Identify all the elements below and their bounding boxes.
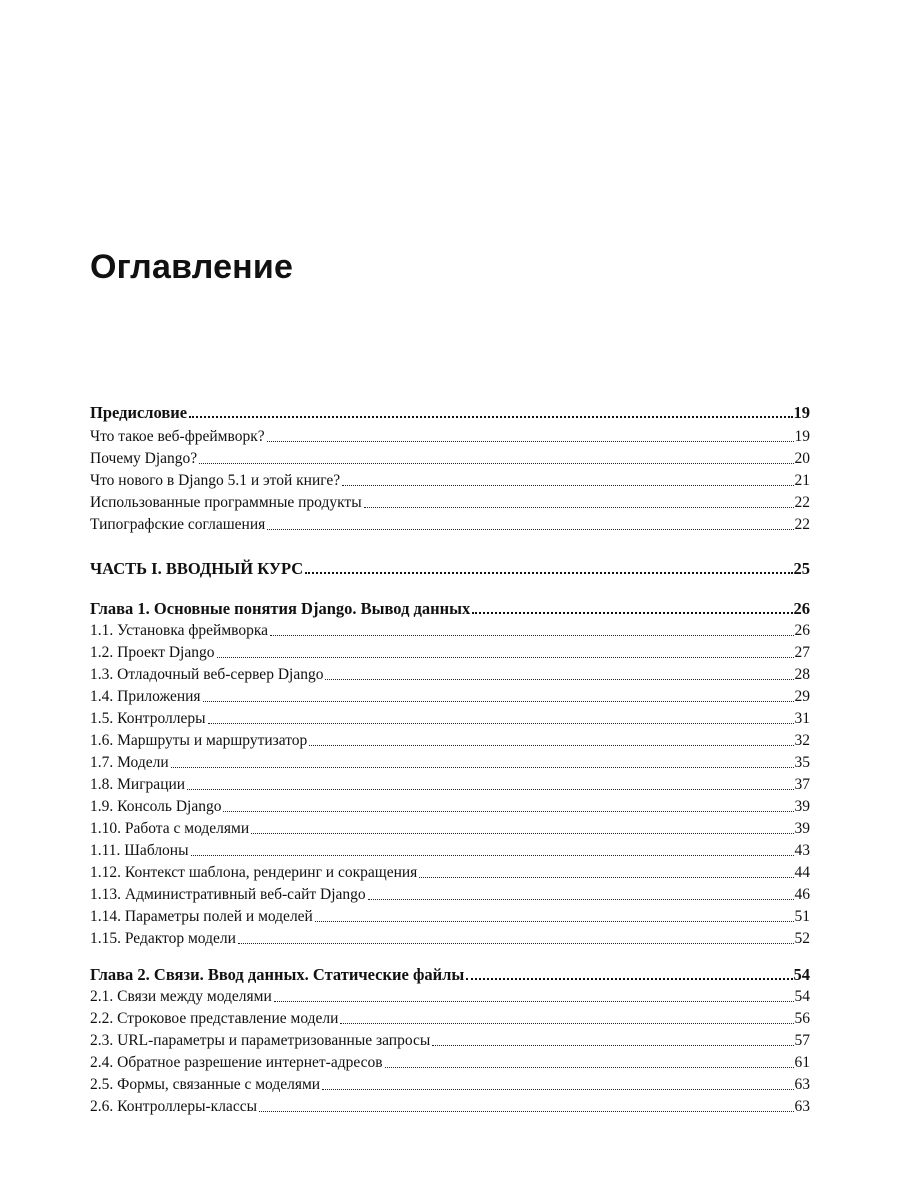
toc-entry-page: 32 [794, 732, 810, 749]
toc-entry[interactable] [90, 926, 810, 948]
dot-leader [472, 611, 792, 614]
dot-leader [171, 766, 794, 768]
toc-entry-title: 1.7. Модели [90, 754, 169, 771]
toc-entry[interactable] [90, 772, 810, 794]
toc-entry-title: 2.5. Формы, связанные с моделями [90, 1076, 321, 1093]
toc-entry-title: 1.10. Работа с моделями [90, 820, 250, 837]
toc-entry-page: 22 [794, 494, 810, 511]
dot-leader [466, 977, 792, 980]
toc-entry-page: 54 [793, 965, 810, 984]
toc-entry[interactable] [90, 838, 810, 860]
dot-leader [364, 506, 794, 508]
toc-entry-title: 1.11. Шаблоны [90, 842, 189, 859]
dot-leader [274, 1000, 794, 1002]
dot-leader [199, 462, 793, 464]
toc-entry-page: 46 [794, 886, 810, 903]
toc-entry-title: 2.3. URL-параметры и параметризованные запросы [90, 1032, 431, 1049]
toc-entry-page: 57 [794, 1032, 810, 1049]
toc-entry-title: Глава 1. Основные понятия Django. Вывод данных [90, 599, 471, 618]
toc-entry-title: Глава 2. Связи. Ввод данных. Статические файлы [90, 965, 465, 984]
toc-entry[interactable] [90, 1094, 810, 1116]
toc-entry[interactable] [90, 882, 810, 904]
toc-entry-title: Что нового в Django 5.1 и этой книге? [90, 472, 341, 489]
toc-entry-page: 19 [794, 428, 810, 445]
dot-leader [309, 744, 793, 746]
toc-entry-title: 1.1. Установка фреймворка [90, 622, 269, 639]
toc-entry-title: ЧАСТЬ I. ВВОДНЫЙ КУРС [90, 559, 304, 578]
toc-entry-title: 1.3. Отладочный веб-сервер Django [90, 666, 324, 683]
toc-entry-page: 37 [794, 776, 810, 793]
dot-leader [238, 942, 794, 944]
toc-entry[interactable] [90, 512, 810, 534]
dot-leader [270, 634, 793, 636]
toc-entry[interactable] [90, 1050, 810, 1072]
dot-leader [217, 656, 794, 658]
toc-entry-title: 1.6. Маршруты и маршрутизатор [90, 732, 308, 749]
toc-entry-page: 21 [794, 472, 810, 489]
toc-entry[interactable] [90, 816, 810, 838]
toc-entry-page: 26 [794, 622, 810, 639]
dot-leader [419, 876, 793, 878]
toc-entry-page: 20 [794, 450, 810, 467]
toc-entry-page: 63 [794, 1098, 810, 1115]
toc-entry-page: 39 [794, 798, 810, 815]
toc-entry-title: 2.1. Связи между моделями [90, 988, 272, 1005]
toc-entry-page: 61 [794, 1054, 810, 1071]
dot-leader [208, 722, 794, 724]
page-title: Оглавление [90, 248, 294, 286]
toc-entry[interactable] [90, 1072, 810, 1094]
toc-entry[interactable] [90, 490, 810, 512]
toc-entry-title: 1.13. Административный веб-сайт Django [90, 886, 366, 903]
dot-leader [259, 1110, 794, 1112]
toc-entry-page: 29 [794, 688, 810, 705]
toc-entry-page: 56 [794, 1010, 810, 1027]
toc-entry-title: 2.2. Строковое представление модели [90, 1010, 339, 1027]
toc-entry[interactable] [90, 468, 810, 490]
toc-entry-page: 51 [794, 908, 810, 925]
toc-entry-page: 31 [794, 710, 810, 727]
dot-leader [432, 1044, 793, 1046]
toc-entry-title: Типографские соглашения [90, 516, 266, 533]
toc-heading-entry[interactable] [90, 556, 810, 578]
toc-entry-title: 2.6. Контроллеры-классы [90, 1098, 257, 1115]
toc-entry[interactable] [90, 750, 810, 772]
toc-entry[interactable] [90, 662, 810, 684]
toc-entry-page: 25 [793, 559, 810, 578]
toc-entry-page: 39 [794, 820, 810, 837]
toc-entry-title: Что такое веб-фреймворк? [90, 428, 265, 445]
toc-entry-page: 52 [794, 930, 810, 947]
dot-leader [267, 440, 794, 442]
toc-entry[interactable] [90, 728, 810, 750]
toc-heading-entry[interactable] [90, 400, 810, 422]
toc-entry-title: Почему Django? [90, 450, 198, 467]
dot-leader [368, 898, 794, 900]
toc-entry-page: 54 [794, 988, 810, 1005]
toc-heading-entry[interactable] [90, 962, 810, 984]
dot-leader [251, 832, 793, 834]
toc-entry-page: 22 [794, 516, 810, 533]
toc-heading-entry[interactable] [90, 596, 810, 618]
toc-entry[interactable] [90, 706, 810, 728]
toc-entry[interactable] [90, 618, 810, 640]
toc-entry-page: 44 [794, 864, 810, 881]
toc-entry-page: 28 [794, 666, 810, 683]
dot-leader [340, 1022, 793, 1024]
toc-entry[interactable] [90, 684, 810, 706]
toc-entry-title: Использованные программные продукты [90, 494, 362, 511]
toc-entry[interactable] [90, 984, 810, 1006]
toc-entry-page: 35 [794, 754, 810, 771]
toc-entry-title: 1.4. Приложения [90, 688, 201, 705]
toc-entry-title: 1.8. Миграции [90, 776, 186, 793]
dot-leader [385, 1066, 794, 1068]
dot-leader [191, 854, 794, 856]
toc-entry-title: 1.15. Редактор модели [90, 930, 236, 947]
toc-entry-title: 1.14. Параметры полей и моделей [90, 908, 313, 925]
dot-leader [325, 678, 793, 680]
toc-entry[interactable] [90, 424, 810, 446]
toc-entry[interactable] [90, 860, 810, 882]
toc-entry-page: 26 [793, 599, 810, 618]
toc-entry[interactable] [90, 640, 810, 662]
toc-entry-title: 1.9. Консоль Django [90, 798, 222, 815]
dot-leader [187, 788, 793, 790]
toc-entry[interactable] [90, 1028, 810, 1050]
toc-entry[interactable] [90, 1006, 810, 1028]
dot-leader [223, 810, 793, 812]
toc-entry-page: 27 [794, 644, 810, 661]
dot-leader [322, 1088, 793, 1090]
toc-entry-page: 19 [793, 403, 810, 422]
dot-leader [203, 700, 794, 702]
dot-leader [315, 920, 794, 922]
toc-entry[interactable] [90, 904, 810, 926]
toc-entry[interactable] [90, 794, 810, 816]
toc-entry[interactable] [90, 446, 810, 468]
dot-leader [189, 415, 792, 418]
dot-leader [267, 528, 793, 530]
toc-entry-title: Предисловие [90, 403, 188, 422]
toc-entry-title: 1.5. Контроллеры [90, 710, 206, 727]
dot-leader [342, 484, 793, 486]
toc-entry-page: 63 [794, 1076, 810, 1093]
toc-entry-page: 43 [794, 842, 810, 859]
dot-leader [305, 571, 792, 574]
toc-entry-title: 1.12. Контекст шаблона, рендеринг и сокращения [90, 864, 418, 881]
toc-entry-title: 1.2. Проект Django [90, 644, 215, 661]
toc-entry-title: 2.4. Обратное разрешение интернет-адресов [90, 1054, 383, 1071]
